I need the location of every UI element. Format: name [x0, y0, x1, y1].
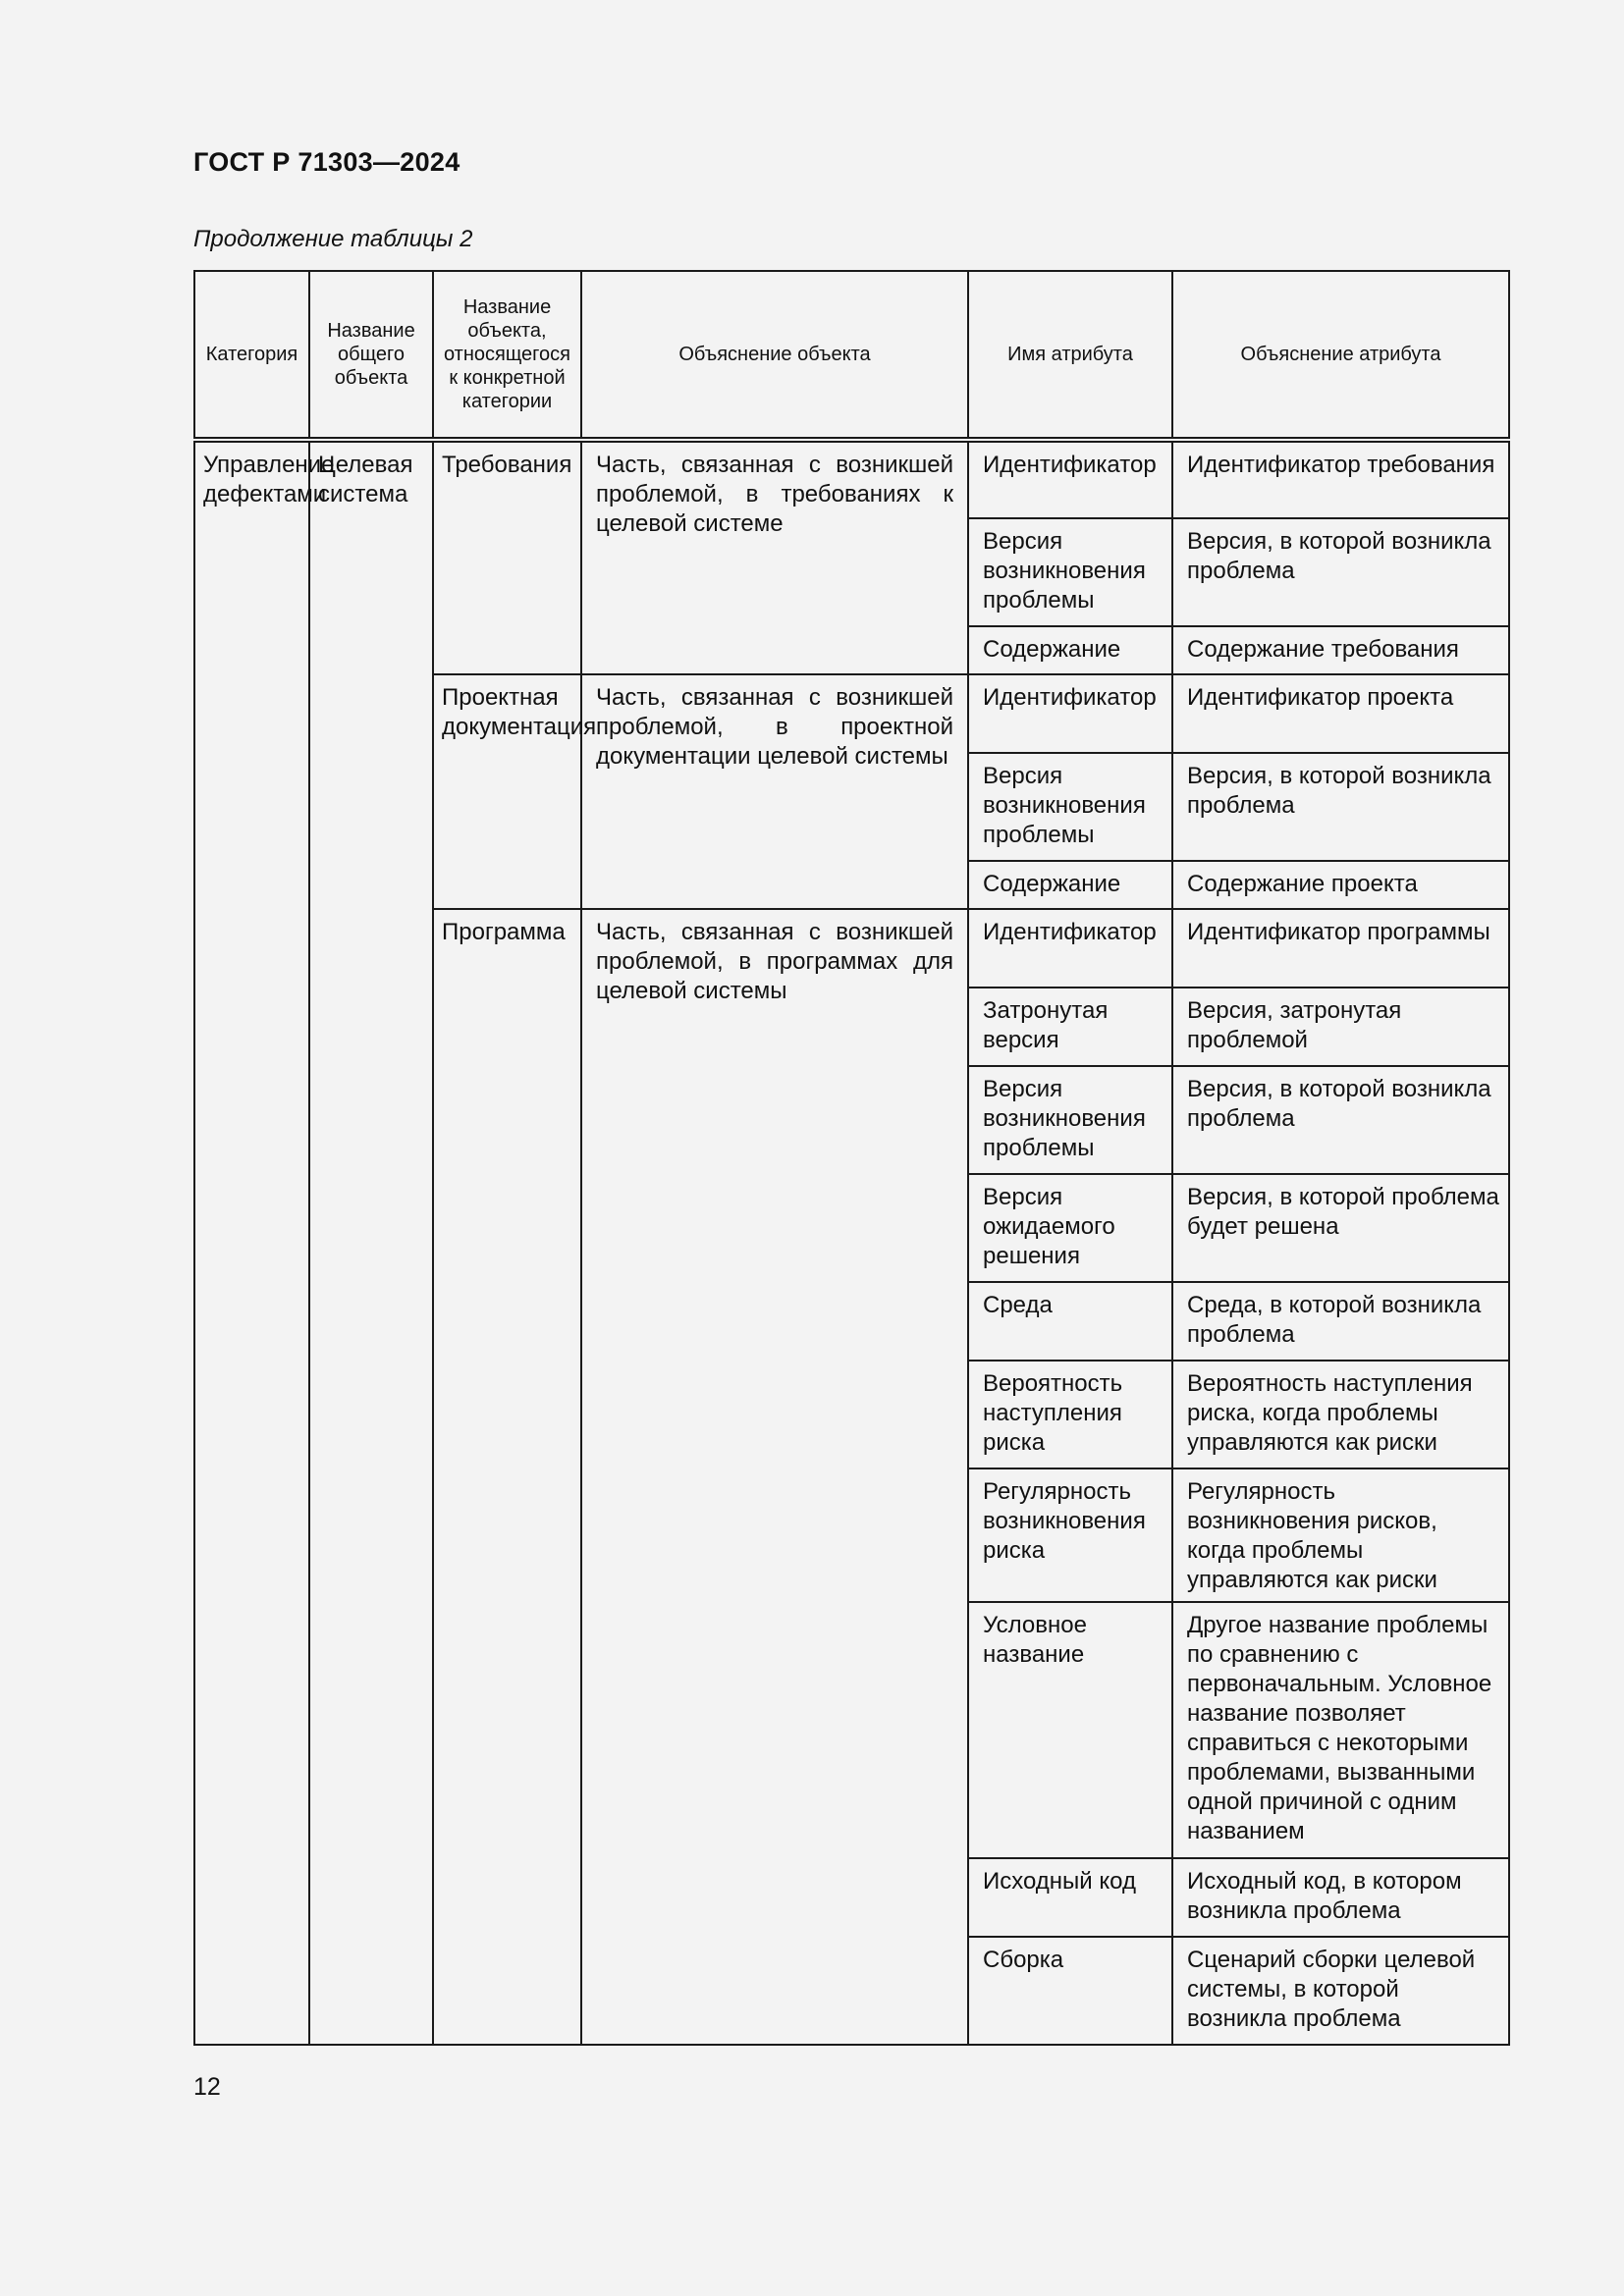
header-category: Категория	[194, 271, 309, 440]
attribute-name-cell: Исходный код	[968, 1858, 1172, 1937]
attribute-name-cell: Идентификатор	[968, 909, 1172, 988]
header-object-explanation: Объяснение объекта	[581, 271, 968, 440]
object-cell: Требования	[433, 440, 581, 674]
attribute-name-cell: Идентификатор	[968, 440, 1172, 518]
attribute-explanation-cell: Версия, в которой возникла проблема	[1172, 1066, 1509, 1174]
attribute-explanation-cell: Идентификатор проекта	[1172, 674, 1509, 753]
general-object-cell: Целевая система	[309, 440, 433, 2045]
header-attribute-explanation: Объяснение атрибута	[1172, 271, 1509, 440]
attribute-name-cell: Версия возникновения проблемы	[968, 518, 1172, 626]
attribute-name-cell: Версия ожидаемого решения	[968, 1174, 1172, 1282]
header-specific-object: Название объекта, относящегося к конкретной категории	[433, 271, 581, 440]
table-header-row	[194, 271, 1509, 440]
attribute-explanation-cell: Регулярность возникновения рисков, когда проблемы управляются как риски	[1172, 1468, 1509, 1602]
attribute-explanation-cell: Версия, в которой возникла проблема	[1172, 753, 1509, 861]
object-explanation-cell: Часть, связанная с возникшей проблемой, в проектной документации целевой системы	[581, 674, 968, 909]
header-general-object: Название общего объекта	[309, 271, 433, 440]
attribute-explanation-cell: Исходный код, в котором возникла проблема	[1172, 1858, 1509, 1937]
table-caption: Продолжение таблицы 2	[193, 226, 473, 252]
header-attribute-name: Имя атрибута	[968, 271, 1172, 440]
attribute-name-cell: Содержание	[968, 626, 1172, 674]
attribute-explanation-cell: Среда, в которой возникла проблема	[1172, 1282, 1509, 1361]
document-header: ГОСТ Р 71303—2024	[193, 147, 460, 177]
attribute-explanation-cell: Версия, затронутая проблемой	[1172, 988, 1509, 1066]
attribute-explanation-cell: Содержание требования	[1172, 626, 1509, 674]
data-table	[193, 270, 1510, 2046]
table-row	[194, 440, 1509, 518]
attribute-name-cell: Регулярность возникновения риска	[968, 1468, 1172, 1602]
attribute-explanation-cell: Вероятность наступления риска, когда проблемы управляются как риски	[1172, 1361, 1509, 1468]
page-number: 12	[193, 2073, 221, 2101]
attribute-name-cell: Среда	[968, 1282, 1172, 1361]
object-cell: Проектная документация	[433, 674, 581, 909]
attribute-explanation-cell: Сценарий сборки целевой системы, в которой возникла проблема	[1172, 1937, 1509, 2045]
object-explanation-cell: Часть, связанная с возникшей проблемой, в требованиях к целевой системе	[581, 440, 968, 674]
object-explanation-cell: Часть, связанная с возникшей проблемой, в программах для целевой системы	[581, 909, 968, 2045]
attribute-name-cell: Затронутая версия	[968, 988, 1172, 1066]
attribute-explanation-cell: Идентификатор требования	[1172, 440, 1509, 518]
attribute-explanation-cell: Другое название проблемы по сравнению с первоначальным. Условное название позволяет справиться с некоторыми проблемами, вызванными одной причиной с одним названием	[1172, 1602, 1509, 1858]
attribute-name-cell: Версия возникновения проблемы	[968, 753, 1172, 861]
attribute-explanation-cell: Версия, в которой возникла проблема	[1172, 518, 1509, 626]
attribute-explanation-cell: Содержание проекта	[1172, 861, 1509, 909]
attribute-name-cell: Содержание	[968, 861, 1172, 909]
attribute-explanation-cell: Версия, в которой проблема будет решена	[1172, 1174, 1509, 1282]
object-cell: Программа	[433, 909, 581, 2045]
attribute-name-cell: Вероятность наступления риска	[968, 1361, 1172, 1468]
category-cell: Управление дефектами	[194, 440, 309, 2045]
attribute-name-cell: Сборка	[968, 1937, 1172, 2045]
attribute-name-cell: Идентификатор	[968, 674, 1172, 753]
attribute-name-cell: Условное название	[968, 1602, 1172, 1858]
attribute-explanation-cell: Идентификатор программы	[1172, 909, 1509, 988]
attribute-name-cell: Версия возникновения проблемы	[968, 1066, 1172, 1174]
